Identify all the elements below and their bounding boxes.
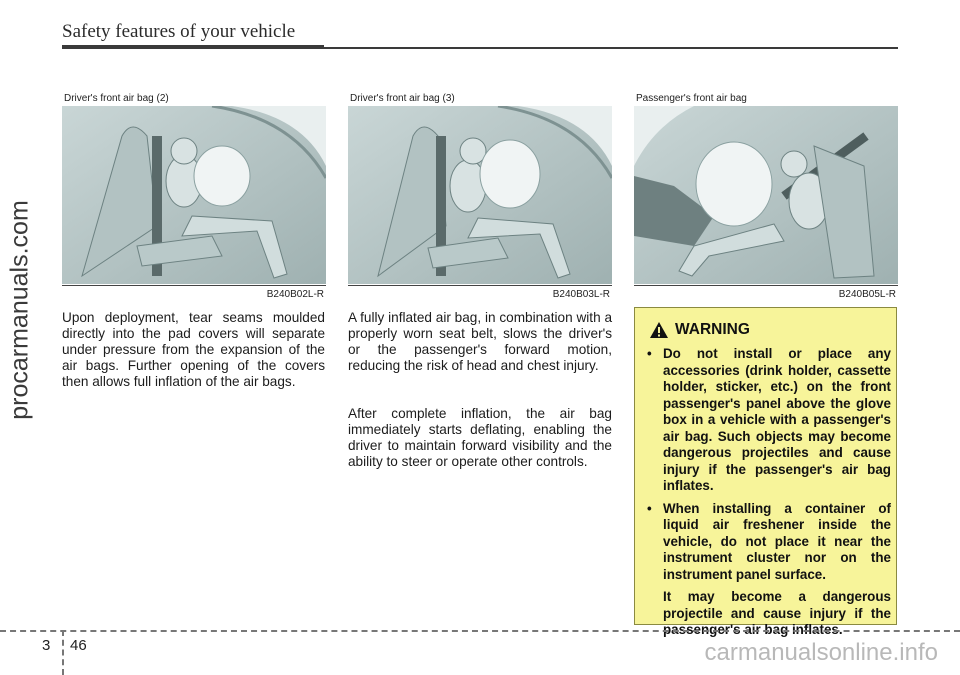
figure-code: B240B05L-R: [838, 289, 896, 300]
warning-item-continuation: It may become a dangerous projectile and cause injury if the passenger's air bag inflates.: [663, 589, 891, 637]
driver-airbag-inflated-illustration: [348, 106, 612, 284]
figure-label: Driver's front air bag (3): [350, 93, 455, 104]
figure-code: B240B03L-R: [552, 289, 610, 300]
passenger-airbag-illustration: [634, 106, 898, 284]
warning-item-text: Do not install or place any accessories (drink holder, cassette holder, sticker, etc.) on the front passenger's panel above the glove box in a vehicle with a passenger's air bag. Such objects may become dangerous projectiles and cause injury if the passenger's air bag inflates.: [663, 346, 891, 493]
footer-divider: [62, 630, 64, 675]
warning-item: [643, 501, 891, 639]
figure-driver-airbag-2: [62, 93, 326, 300]
figure-code: B240B02L-R: [266, 289, 324, 300]
page-number: 46: [70, 637, 87, 654]
warning-triangle-icon: [649, 321, 669, 339]
bottom-watermark: carmanualsonline.info: [704, 639, 938, 666]
bullet: •: [647, 500, 652, 516]
warning-item: [643, 346, 891, 495]
warning-title: WARNING: [675, 321, 750, 338]
warning-item-text: When installing a container of liquid air freshener inside the vehicle, do not place it near the instrument cluster nor on the instrument panel surface.: [663, 500, 891, 582]
title-rule: [62, 45, 898, 49]
warning-header: [649, 319, 879, 341]
figure-driver-airbag-3: [348, 93, 612, 300]
footer-rule: [0, 630, 960, 632]
figure-passenger-airbag: [634, 93, 898, 300]
warning-box: [634, 307, 897, 637]
figure-label: Driver's front air bag (2): [64, 93, 169, 104]
chapter-number: 3: [42, 637, 51, 654]
figure-label: Passenger's front air bag: [636, 93, 747, 104]
body-paragraph: Upon deployment, tear seams moulded directly into the pad covers will separate under pressure from the expansion of the air bags. Further opening of the covers then allows full inflation of the air bags.: [62, 310, 325, 389]
bullet: •: [647, 346, 652, 361]
warning-list: [643, 346, 891, 645]
driver-airbag-illustration: [62, 106, 326, 284]
side-watermark: procarmanuals.com: [5, 200, 34, 420]
section-title: Safety features of your vehicle: [62, 21, 296, 42]
body-paragraph: After complete inflation, the air bag immediately starts deflating, enabling the driver to maintain forward visibility and the ability to steer or operate other controls.: [348, 406, 612, 469]
body-paragraph: A fully inflated air bag, in combination with a properly worn seat belt, slows the driver's or the passenger's forward motion, reducing the risk of head and chest injury.: [348, 310, 612, 373]
